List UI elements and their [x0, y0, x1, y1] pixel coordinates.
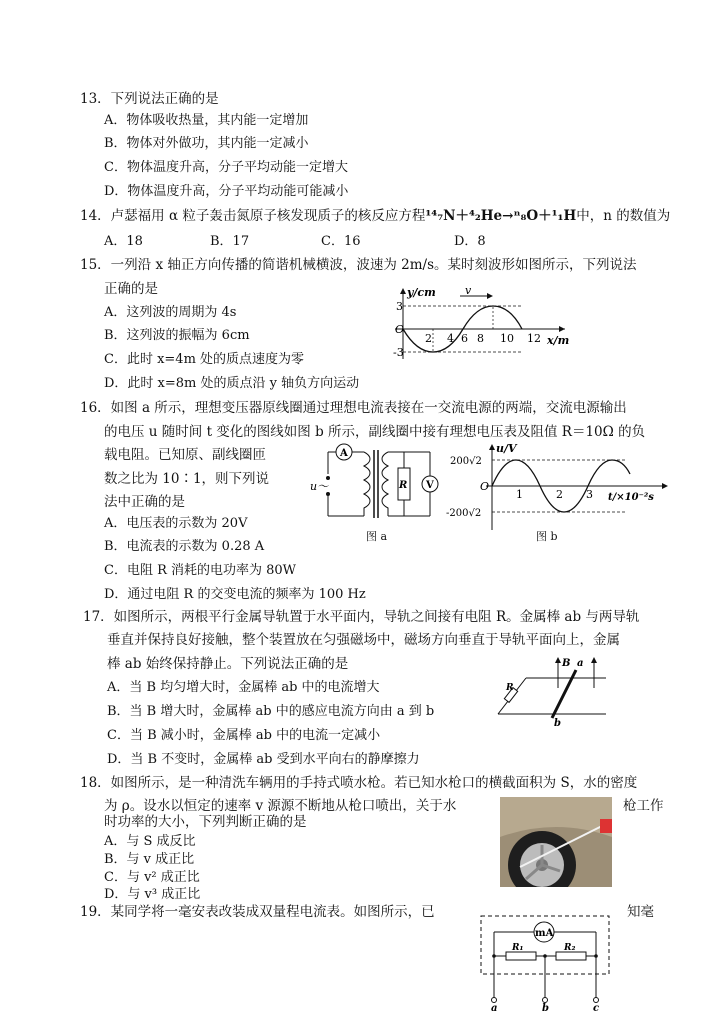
q16b-x-tick: 3	[586, 488, 593, 501]
q15-stem-line1: 15．一列沿 x 轴正方向传播的简谐机械横波，波速为 2m/s。某时刻波形如图所示，下列说法	[80, 257, 637, 273]
q14-option-c: C．16	[321, 234, 361, 249]
q15-y-tick: 3	[396, 300, 403, 313]
q16b-x-arrow	[662, 483, 668, 489]
q14-reaction: ¹⁴₇N＋⁴₂He→ⁿ₈O＋¹₁H	[425, 208, 577, 224]
q19-terminal-b	[543, 998, 548, 1003]
q16b-y-arrow	[489, 444, 495, 450]
q17-metal-rod	[552, 670, 576, 718]
q14-option-b: B．17	[210, 234, 250, 249]
q18-stem-line3: 时功率的大小，下列判断正确的是	[104, 814, 307, 830]
q19-label-a: a	[491, 1003, 498, 1012]
q19-r1-label: R₁	[512, 943, 524, 953]
q16-resistor-label: R	[399, 480, 408, 491]
q16-primary-coil	[364, 452, 370, 516]
q15-x-tick: 12	[527, 332, 541, 345]
q19-resistor-r2	[556, 952, 586, 960]
q16-stem-line3: 载电阻。已知原、副线圈匝	[104, 447, 266, 463]
q17-option-a: A．当 B 均匀增大时，金属棒 ab 中的电流增大	[107, 680, 380, 695]
q17-label-B: B	[562, 658, 571, 669]
q15-x-tick: 8	[477, 332, 484, 345]
q15-option-a: A．这列波的周期为 4s	[104, 305, 237, 320]
q15-x-tick: 6	[461, 332, 468, 345]
q18-stem-line2b: 枪工作	[623, 798, 664, 814]
q16b-x-tick: 1	[516, 488, 523, 501]
q19-terminal-a	[492, 998, 497, 1003]
q14-option-d: D．8	[454, 234, 486, 249]
q15-x-tick: 2	[425, 332, 432, 345]
q19-terminal-c	[594, 998, 599, 1003]
q16-source-label: u～	[310, 480, 329, 493]
q15-velocity-arrowhead	[487, 293, 493, 299]
q15-stem-line2: 正确的是	[104, 281, 158, 297]
q16-figure-a-caption: 图 a	[366, 530, 388, 543]
q16b-x-label: t/×10⁻²s	[608, 492, 654, 503]
q15-x-tick: 4	[447, 332, 454, 345]
q16-figure-b-caption: 图 b	[536, 530, 558, 543]
q16b-x-tick: 2	[556, 488, 563, 501]
q19-stem-b: 知毫	[627, 904, 654, 920]
q19-stem-a: 19．某同学将一毫安表改装成双量程电流表。如图所示，已	[80, 904, 435, 920]
q16-option-c: C．电阻 R 消耗的电功率为 80W	[104, 563, 297, 578]
q16b-y-tick: -200√2	[446, 508, 482, 519]
q18-stem-line1: 18．如图所示，是一种清洗车辆用的手持式喷水枪。若已知水枪口的横截面积为 S，水的密度	[80, 775, 638, 791]
q18-car-wash-photo	[500, 797, 612, 887]
q16b-origin: O	[480, 480, 490, 493]
q17-field-arrowhead	[555, 657, 561, 663]
q15-v-label: v	[465, 284, 472, 297]
q17-resistor-label: R	[506, 683, 514, 693]
q16-stem-line1: 16．如图 a 所示，理想变压器原线圈通过理想电流表接在一交流电源的两端，交流电源输出	[80, 400, 627, 416]
q18-option-b: B．与 v 成正比	[104, 852, 195, 867]
q16-option-a: A．电压表的示数为 20V	[104, 516, 248, 531]
q15-x-tick: 10	[500, 332, 514, 345]
q17-stem-line2: 垂直并保持良好接触，整个装置放在匀强磁场中，磁场方向垂直于导轨平面向上，金属	[107, 632, 620, 648]
q17-option-c: C．当 B 减小时，金属棒 ab 中的电流一定减小	[107, 728, 381, 743]
q19-node	[594, 954, 598, 958]
q17-option-d: D．当 B 不变时，金属棒 ab 受到水平向右的静摩擦力	[107, 752, 420, 767]
q15-x-arrow	[559, 326, 565, 332]
q17-label-b: b	[554, 718, 561, 728]
q16-option-b: B．电流表的示数为 0.28 A	[104, 539, 265, 554]
q16-stem-line5: 法中正确的是	[104, 494, 185, 510]
q16-stem-line2: 的电压 u 随时间 t 变化的图线如图 b 所示，副线圈中接有理想电压表及阻值 R＝10Ω 的负	[104, 424, 646, 440]
q16b-y-label: u/V	[496, 442, 517, 455]
q19-r2-label: R₂	[564, 943, 576, 953]
q15-wave-graph	[365, 284, 580, 364]
q17-field-arrowhead	[591, 657, 597, 663]
q18-option-c: C．与 v² 成正比	[104, 870, 200, 885]
q13-option-c: C．物体温度升高，分子平均动能一定增大	[104, 160, 348, 175]
q15-option-d: D．此时 x=8m 处的质点沿 y 轴负方向运动	[104, 376, 360, 391]
q15-x-label: x/m	[547, 334, 570, 347]
q18-photo-drawing	[500, 797, 612, 887]
q13-option-a: A．物体吸收热量，其内能一定增加	[104, 113, 309, 128]
q16b-y-tick: 200√2	[450, 456, 482, 467]
q16-stem-line4: 数之比为 10∶1，则下列说	[104, 471, 270, 487]
q13-option-d: D．物体温度升高，分子平均动能可能减小	[104, 184, 349, 199]
q19-node	[543, 954, 547, 958]
q19-resistor-r1	[506, 952, 536, 960]
q19-ammeter-circuit	[478, 912, 612, 1012]
q18-option-a: A．与 S 成反比	[104, 834, 196, 849]
q14-stem	[80, 208, 670, 224]
q15-y-label: y/cm	[407, 286, 436, 299]
q16-ammeter-label: A	[340, 448, 348, 459]
q18-stem-line2a: 为 ρ。设水以恒定的速率 v 源源不断地从枪口喷出，关于水	[104, 798, 457, 814]
q13-option-b: B．物体对外做功，其内能一定减小	[104, 136, 309, 151]
q16-voltmeter-label: V	[426, 480, 434, 491]
q17-stem-line3: 棒 ab 始终保持静止。下列说法正确的是	[107, 656, 349, 672]
q15-y-arrow	[400, 288, 406, 294]
photo-spray-gun	[600, 819, 612, 833]
q15-origin: O	[395, 323, 405, 336]
q19-label-b: b	[542, 1003, 549, 1012]
q15-option-b: B．这列波的振幅为 6cm	[104, 328, 250, 343]
q17-option-b: B．当 B 增大时，金属棒 ab 中的感应电流方向由 a 到 b	[107, 704, 435, 719]
q19-label-c: c	[593, 1003, 600, 1012]
q19-node	[492, 954, 496, 958]
q17-label-a: a	[577, 658, 584, 669]
q16-option-d: D．通过电阻 R 的交变电流的频率为 100 Hz	[104, 587, 366, 602]
q14-stem-before: 14．卢瑟福用 α 粒子轰击氮原子核发现质子的核反应方程	[80, 208, 426, 224]
q14-option-a: A．18	[104, 234, 143, 249]
q17-stem-line1: 17．如图所示，两根平行金属导轨置于水平面内，导轨之间接有电阻 R。金属棒 ab 与两导轨	[83, 609, 640, 625]
q15-option-c: C．此时 x=4m 处的质点速度为零	[104, 352, 305, 367]
q19-meter-label: mA	[535, 928, 554, 939]
q13-stem: 13．下列说法正确的是	[80, 91, 219, 107]
q17-rails-figure	[496, 648, 608, 728]
q14-stem-after: 中，n 的数值为	[576, 208, 671, 224]
q18-option-d: D．与 v³ 成正比	[104, 887, 201, 902]
q15-y-tick: -3	[393, 346, 404, 359]
q16-secondary-coil	[382, 452, 388, 516]
q16-voltage-graph-b	[446, 440, 676, 535]
